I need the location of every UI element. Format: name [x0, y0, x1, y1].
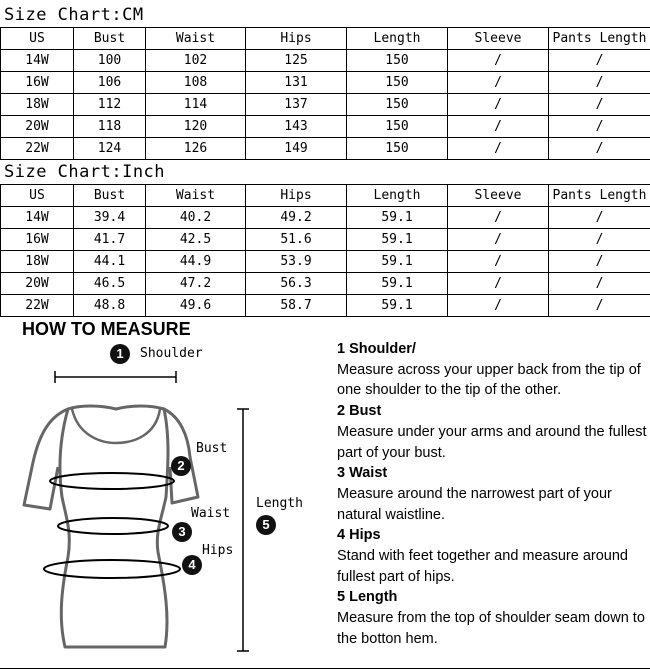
table-cell: 18W	[1, 251, 74, 273]
cm-size-table	[0, 27, 650, 160]
table-row	[1, 229, 650, 251]
shoulder-label: Shoulder	[140, 346, 203, 361]
column-header: Hips	[246, 28, 347, 50]
table-cell: /	[549, 229, 650, 251]
length-label: Length	[256, 496, 303, 511]
table-row	[1, 50, 650, 72]
column-header: Waist	[146, 28, 246, 50]
table-row	[1, 138, 650, 160]
hips-number-badge: 4	[182, 555, 202, 575]
table-cell: 150	[347, 138, 448, 160]
table-cell: 100	[74, 50, 146, 72]
table-cell: 18W	[1, 94, 74, 116]
length-number-badge: 5	[256, 515, 276, 535]
table-row	[1, 251, 650, 273]
table-cell: /	[549, 295, 650, 317]
length-measure-line	[237, 409, 249, 651]
table-cell: /	[549, 251, 650, 273]
table-cell: /	[448, 273, 549, 295]
table-row	[1, 94, 650, 116]
instruction-heading: 5 Length	[337, 587, 647, 608]
column-header: Waist	[146, 185, 246, 207]
table-cell: 106	[74, 72, 146, 94]
bust-ring	[50, 473, 174, 489]
table-cell: 16W	[1, 72, 74, 94]
instruction-heading: 2 Bust	[337, 401, 647, 422]
table-cell: /	[448, 72, 549, 94]
table-cell: 150	[347, 50, 448, 72]
table-cell: /	[549, 273, 650, 295]
instruction-text: Measure under your arms and around the fullest part of your bust.	[337, 422, 647, 463]
waist-number-badge: 3	[172, 522, 192, 542]
inch-size-table	[0, 184, 650, 317]
table-cell: 42.5	[146, 229, 246, 251]
instruction-text: Measure from the top of shoulder seam down to the botton hem.	[337, 608, 647, 649]
bust-label: Bust	[196, 441, 227, 456]
table-header-row	[1, 185, 650, 207]
column-header: Sleeve	[448, 28, 549, 50]
table-cell: 59.1	[347, 207, 448, 229]
table-cell: /	[549, 207, 650, 229]
table-cell: 58.7	[246, 295, 347, 317]
table-cell: 51.6	[246, 229, 347, 251]
table-cell: 124	[74, 138, 146, 160]
table-cell: /	[549, 50, 650, 72]
column-header: Pants Length	[549, 28, 650, 50]
table-cell: 20W	[1, 116, 74, 138]
table-cell: 150	[347, 116, 448, 138]
table-cell: /	[549, 94, 650, 116]
column-header: Length	[347, 28, 448, 50]
shoulder-measure-line	[55, 371, 176, 383]
table-cell: 108	[146, 72, 246, 94]
instruction-heading: 4 Hips	[337, 525, 647, 546]
table-cell: /	[549, 72, 650, 94]
table-row	[1, 72, 650, 94]
table-cell: 49.2	[246, 207, 347, 229]
table-cell: 14W	[1, 207, 74, 229]
dress-diagram	[0, 317, 330, 670]
table-cell: 49.6	[146, 295, 246, 317]
table-cell: /	[549, 138, 650, 160]
instruction-heading: 1 Shoulder/	[337, 339, 647, 360]
table-cell: 22W	[1, 295, 74, 317]
table-row	[1, 207, 650, 229]
table-cell: 120	[146, 116, 246, 138]
table-cell: /	[448, 251, 549, 273]
table-cell: /	[448, 229, 549, 251]
instruction-text: Measure around the narrowest part of your natural waistline.	[337, 484, 647, 525]
bust-number-badge: 2	[171, 456, 191, 476]
table-cell: 126	[146, 138, 246, 160]
table-cell: 22W	[1, 138, 74, 160]
table-cell: 137	[246, 94, 347, 116]
table-cell: /	[448, 116, 549, 138]
table-cell: 47.2	[146, 273, 246, 295]
table-cell: /	[448, 50, 549, 72]
waist-label: Waist	[191, 506, 230, 521]
table-header-row	[1, 28, 650, 50]
table-cell: /	[549, 116, 650, 138]
table-cell: 125	[246, 50, 347, 72]
column-header: Pants Length	[549, 185, 650, 207]
instruction-text: Measure across your upper back from the tip of one shoulder to the tip of the other.	[337, 360, 647, 401]
how-to-measure-section	[0, 316, 650, 669]
table-cell: 59.1	[347, 229, 448, 251]
table-cell: 59.1	[347, 251, 448, 273]
table-cell: 149	[246, 138, 347, 160]
cm-chart-title: Size Chart:CM	[4, 5, 144, 25]
table-cell: 56.3	[246, 273, 347, 295]
column-header: Bust	[74, 28, 146, 50]
table-cell: /	[448, 207, 549, 229]
hips-label: Hips	[202, 543, 233, 558]
table-cell: 20W	[1, 273, 74, 295]
table-cell: 114	[146, 94, 246, 116]
table-cell: 53.9	[246, 251, 347, 273]
dress-outline	[24, 406, 198, 647]
inch-chart-title: Size Chart:Inch	[4, 162, 165, 182]
column-header: Length	[347, 185, 448, 207]
table-cell: 150	[347, 72, 448, 94]
waist-ring	[58, 518, 168, 534]
instruction-text: Stand with feet together and measure around fullest part of hips.	[337, 546, 647, 587]
table-cell: /	[448, 295, 549, 317]
table-cell: 102	[146, 50, 246, 72]
table-cell: 14W	[1, 50, 74, 72]
table-cell: 131	[246, 72, 347, 94]
table-row	[1, 295, 650, 317]
table-cell: 46.5	[74, 273, 146, 295]
shoulder-number-badge: 1	[110, 344, 130, 364]
table-cell: 16W	[1, 229, 74, 251]
table-cell: 143	[246, 116, 347, 138]
instruction-heading: 3 Waist	[337, 463, 647, 484]
measure-instructions	[337, 339, 647, 650]
column-header: US	[1, 185, 74, 207]
table-cell: 112	[74, 94, 146, 116]
table-cell: 59.1	[347, 295, 448, 317]
table-cell: 44.1	[74, 251, 146, 273]
table-cell: 150	[347, 94, 448, 116]
table-cell: 44.9	[146, 251, 246, 273]
table-cell: /	[448, 138, 549, 160]
table-cell: 39.4	[74, 207, 146, 229]
table-row	[1, 116, 650, 138]
table-cell: 41.7	[74, 229, 146, 251]
table-row	[1, 273, 650, 295]
table-cell: /	[448, 94, 549, 116]
table-cell: 59.1	[347, 273, 448, 295]
how-to-measure-title: HOW TO MEASURE	[22, 319, 191, 340]
column-header: Bust	[74, 185, 146, 207]
column-header: Hips	[246, 185, 347, 207]
column-header: Sleeve	[448, 185, 549, 207]
table-cell: 118	[74, 116, 146, 138]
column-header: US	[1, 28, 74, 50]
table-cell: 48.8	[74, 295, 146, 317]
table-cell: 40.2	[146, 207, 246, 229]
